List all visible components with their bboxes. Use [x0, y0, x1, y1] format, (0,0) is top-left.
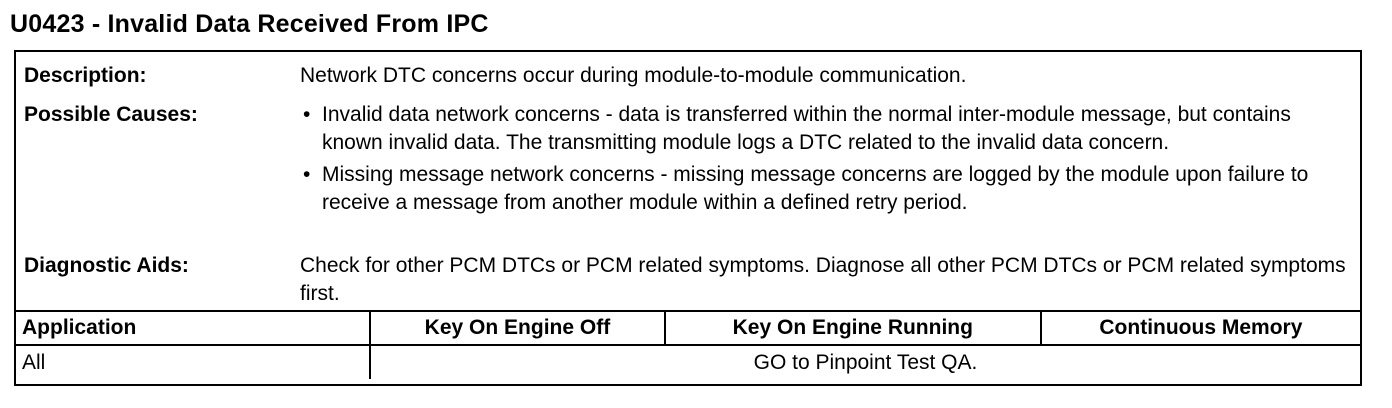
table-row — [16, 345, 1360, 379]
table-header-row — [16, 311, 1360, 345]
list-item — [300, 101, 1352, 157]
application-table — [16, 310, 1360, 379]
diagnostic-aids-label: Diagnostic Aids: — [24, 254, 189, 277]
possible-causes-list — [300, 101, 1352, 217]
cell-application: All — [16, 345, 370, 379]
cause-text: Invalid data network concerns - data is transferred within the normal inter-module message, but contains known invalid data. The transmitting module logs a DTC related to the invalid data concern. — [322, 103, 1291, 154]
diagnostic-aids-text: Check for other PCM DTCs or PCM related symptoms. Diagnose all other PCM DTCs or PCM related symptoms first. — [300, 254, 1346, 305]
header-key-on-engine-running: Key On Engine Running — [665, 311, 1041, 345]
possible-causes-list-container — [300, 101, 1352, 221]
description-text: Network DTC concerns occur during module-to-module communication. — [300, 64, 967, 87]
bullet-icon: • — [303, 103, 311, 126]
possible-causes-label: Possible Causes: — [24, 103, 198, 126]
dtc-info-section — [16, 52, 1360, 310]
header-key-on-engine-off: Key On Engine Off — [370, 311, 665, 345]
cell-action: GO to Pinpoint Test QA. — [370, 345, 1360, 379]
list-item — [300, 161, 1352, 217]
dtc-info-box — [14, 50, 1362, 386]
header-application: Application — [16, 311, 370, 345]
description-label: Description: — [24, 64, 147, 87]
bullet-icon: • — [303, 163, 311, 186]
header-continuous-memory: Continuous Memory — [1041, 311, 1360, 345]
cause-text: Missing message network concerns - missing message concerns are logged by the module upon failure to receive a message from another module within a defined retry period. — [322, 163, 1309, 214]
page-title: U0423 - Invalid Data Received From IPC — [10, 10, 489, 38]
